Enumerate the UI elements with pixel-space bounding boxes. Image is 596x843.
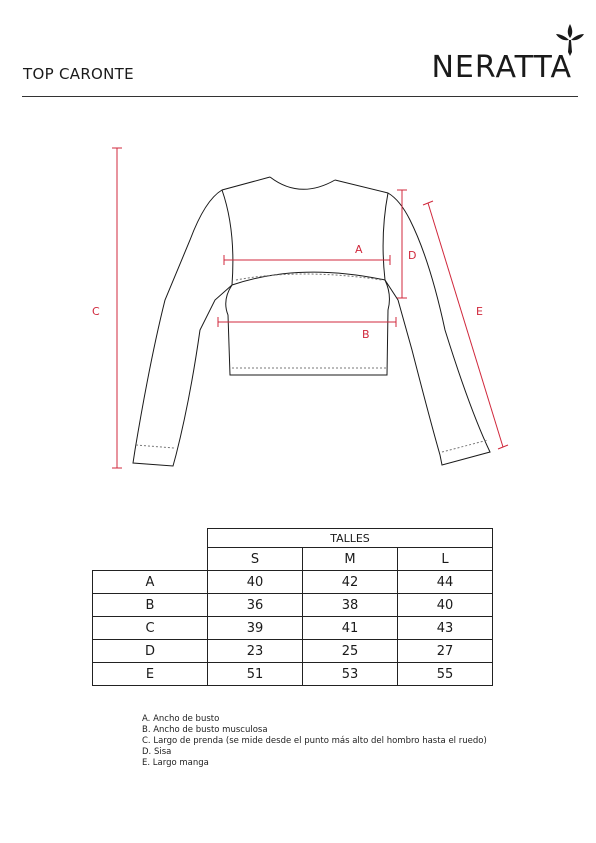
table-cell: 44 xyxy=(398,571,493,594)
row-label: C xyxy=(93,617,208,640)
size-header-l: L xyxy=(398,548,493,571)
dimension-label-d: D xyxy=(408,249,417,262)
dimension-label-b: B xyxy=(362,328,370,341)
dimension-label-a: A xyxy=(355,243,363,256)
table-row xyxy=(93,571,493,594)
page-title: TOP CARONTE xyxy=(23,65,134,83)
table-row xyxy=(93,640,493,663)
table-row xyxy=(93,617,493,640)
brand-name: NERATTA xyxy=(431,50,572,85)
table-cell: 38 xyxy=(303,594,398,617)
legend-item: B. Ancho de busto musculosa xyxy=(142,725,268,735)
size-header-s: S xyxy=(208,548,303,571)
legend-item: E. Largo manga xyxy=(142,758,209,768)
table-group-header: TALLES xyxy=(208,529,493,548)
legend-item: C. Largo de prenda (se mide desde el punto más alto del hombro hasta el ruedo) xyxy=(142,736,487,746)
table-cell: 39 xyxy=(208,617,303,640)
measurement-legend xyxy=(142,714,487,769)
row-label: A xyxy=(93,571,208,594)
size-chart-table xyxy=(92,528,493,686)
table-cell: 27 xyxy=(398,640,493,663)
size-header-m: M xyxy=(303,548,398,571)
table-cell: 41 xyxy=(303,617,398,640)
table-cell: 51 xyxy=(208,663,303,686)
table-row xyxy=(93,663,493,686)
table-cell: 23 xyxy=(208,640,303,663)
table-cell: 55 xyxy=(398,663,493,686)
dimension-label-e: E xyxy=(476,305,483,318)
table-cell: 25 xyxy=(303,640,398,663)
row-label: E xyxy=(93,663,208,686)
legend-item: D. Sisa xyxy=(142,747,172,757)
table-cell: 43 xyxy=(398,617,493,640)
table-cell: 53 xyxy=(303,663,398,686)
table-cell: 40 xyxy=(398,594,493,617)
table-cell: 40 xyxy=(208,571,303,594)
table-cell: 42 xyxy=(303,571,398,594)
row-label: B xyxy=(93,594,208,617)
table-row xyxy=(93,594,493,617)
dimension-label-c: C xyxy=(92,305,100,318)
legend-item: A. Ancho de busto xyxy=(142,714,220,724)
table-cell: 36 xyxy=(208,594,303,617)
row-label: D xyxy=(93,640,208,663)
